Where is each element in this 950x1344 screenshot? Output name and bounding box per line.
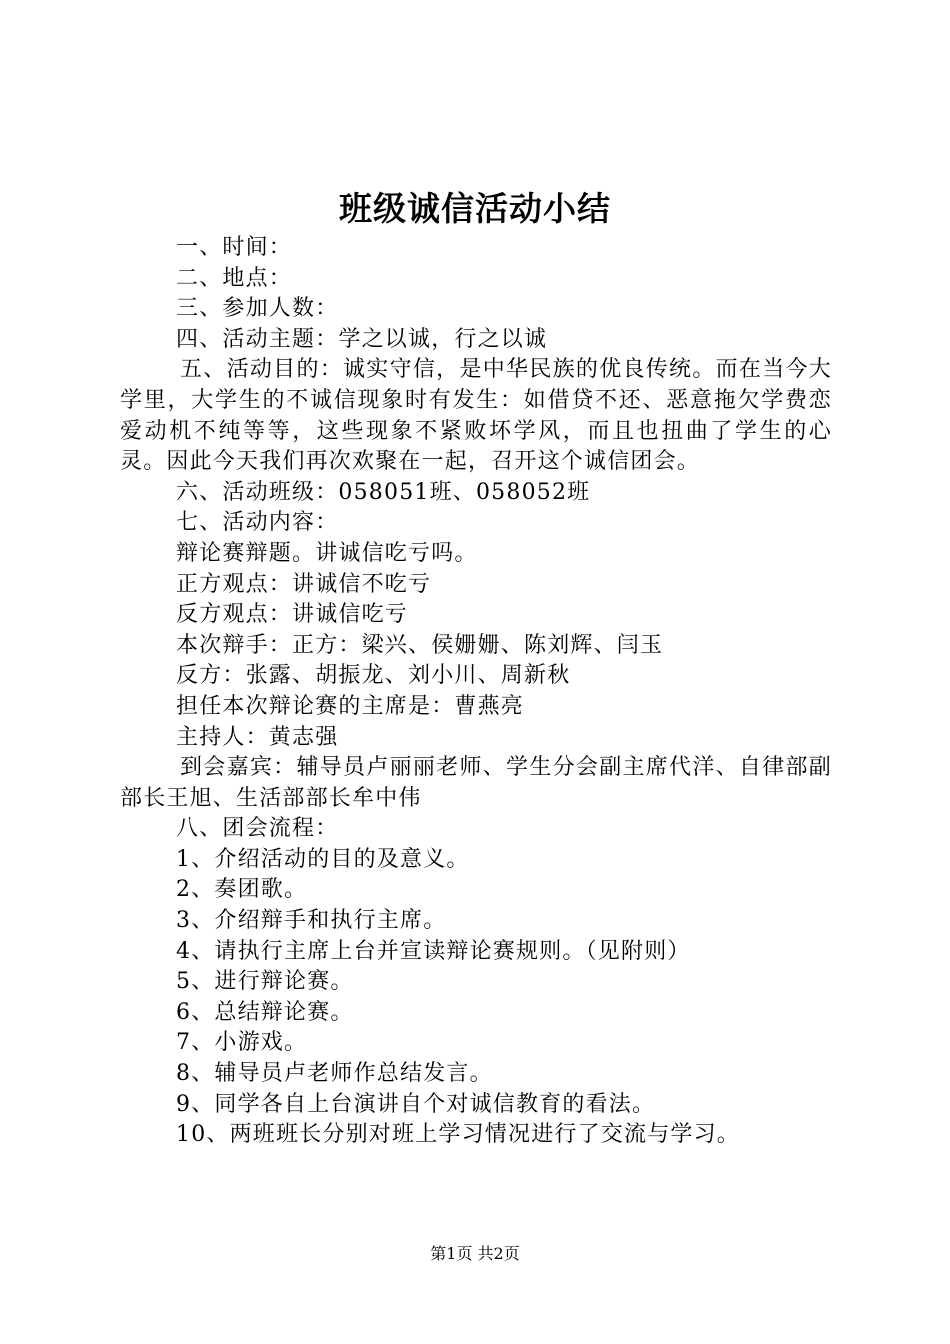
purpose-paragraph: 五、活动目的：诚实守信，是中华民族的优良传统。而在当今大学里，大学生的不诚信现象时有发生：如借贷不还、恶意拖欠学费恋爱动机不纯等等，这些现象不紧败坏学风，而且也扭曲了学生的心灵。因此今天我们再次欢聚在一起，召开这个诚信团会。 bbox=[120, 357, 832, 475]
list-item: 6、总结辩论赛。 bbox=[176, 999, 354, 1025]
guests-paragraph: 到会嘉宾：辅导员卢丽丽老师、学生分会副主席代洋、自律部副部长王旭、生活部部长牟中伟 bbox=[120, 755, 832, 811]
list-item: 9、同学各自上台演讲自个对诚信教育的看法。 bbox=[176, 1091, 656, 1117]
text-line-location: 二、地点： bbox=[176, 265, 293, 291]
text-line-affirmative-view: 正方观点：讲诚信不吃亏 bbox=[176, 571, 432, 597]
list-item: 8、辅导员卢老师作总结发言。 bbox=[176, 1061, 493, 1087]
list-item: 5、进行辩论赛。 bbox=[176, 969, 354, 995]
list-item: 7、小游戏。 bbox=[176, 1030, 308, 1056]
text-line-classes: 六、活动班级：058051班、058052班 bbox=[176, 479, 591, 505]
list-item: 4、请执行主席上台并宣读辩论赛规则。（见附则） bbox=[176, 938, 691, 964]
text-line-host: 主持人：黄志强 bbox=[176, 724, 339, 750]
list-item: 2、奏团歌。 bbox=[176, 877, 308, 903]
text-line-affirmative-debaters: 本次辩手：正方：梁兴、侯姗姗、陈刘辉、闫玉 bbox=[176, 632, 664, 658]
list-item: 3、介绍辩手和执行主席。 bbox=[176, 908, 447, 934]
page-footer: 第1页 共2页 bbox=[430, 1244, 520, 1263]
text-line-debate-topic: 辩论赛辩题。讲诚信吃亏吗。 bbox=[176, 540, 478, 566]
text-line-negative-view: 反方观点：讲诚信吃亏 bbox=[176, 602, 409, 628]
list-item: 10、两班班长分别对班上学习情况进行了交流与学习。 bbox=[176, 1122, 740, 1148]
text-line-negative-debaters: 反方：张露、胡振龙、刘小川、周新秋 bbox=[176, 663, 571, 689]
list-item: 1、介绍活动的目的及意义。 bbox=[176, 846, 470, 872]
text-line-theme: 四、活动主题：学之以诚，行之以诚 bbox=[176, 326, 548, 352]
text-line-content-heading: 七、活动内容： bbox=[176, 510, 339, 536]
text-line-chair: 担任本次辩论赛的主席是：曹燕亮 bbox=[176, 693, 525, 719]
document-title: 班级诚信活动小结 bbox=[339, 189, 611, 228]
document-body bbox=[120, 233, 832, 1151]
text-line-process-heading: 八、团会流程： bbox=[176, 816, 339, 842]
text-line-time: 一、时间： bbox=[176, 235, 293, 260]
text-line-attendance: 三、参加人数： bbox=[176, 296, 339, 322]
